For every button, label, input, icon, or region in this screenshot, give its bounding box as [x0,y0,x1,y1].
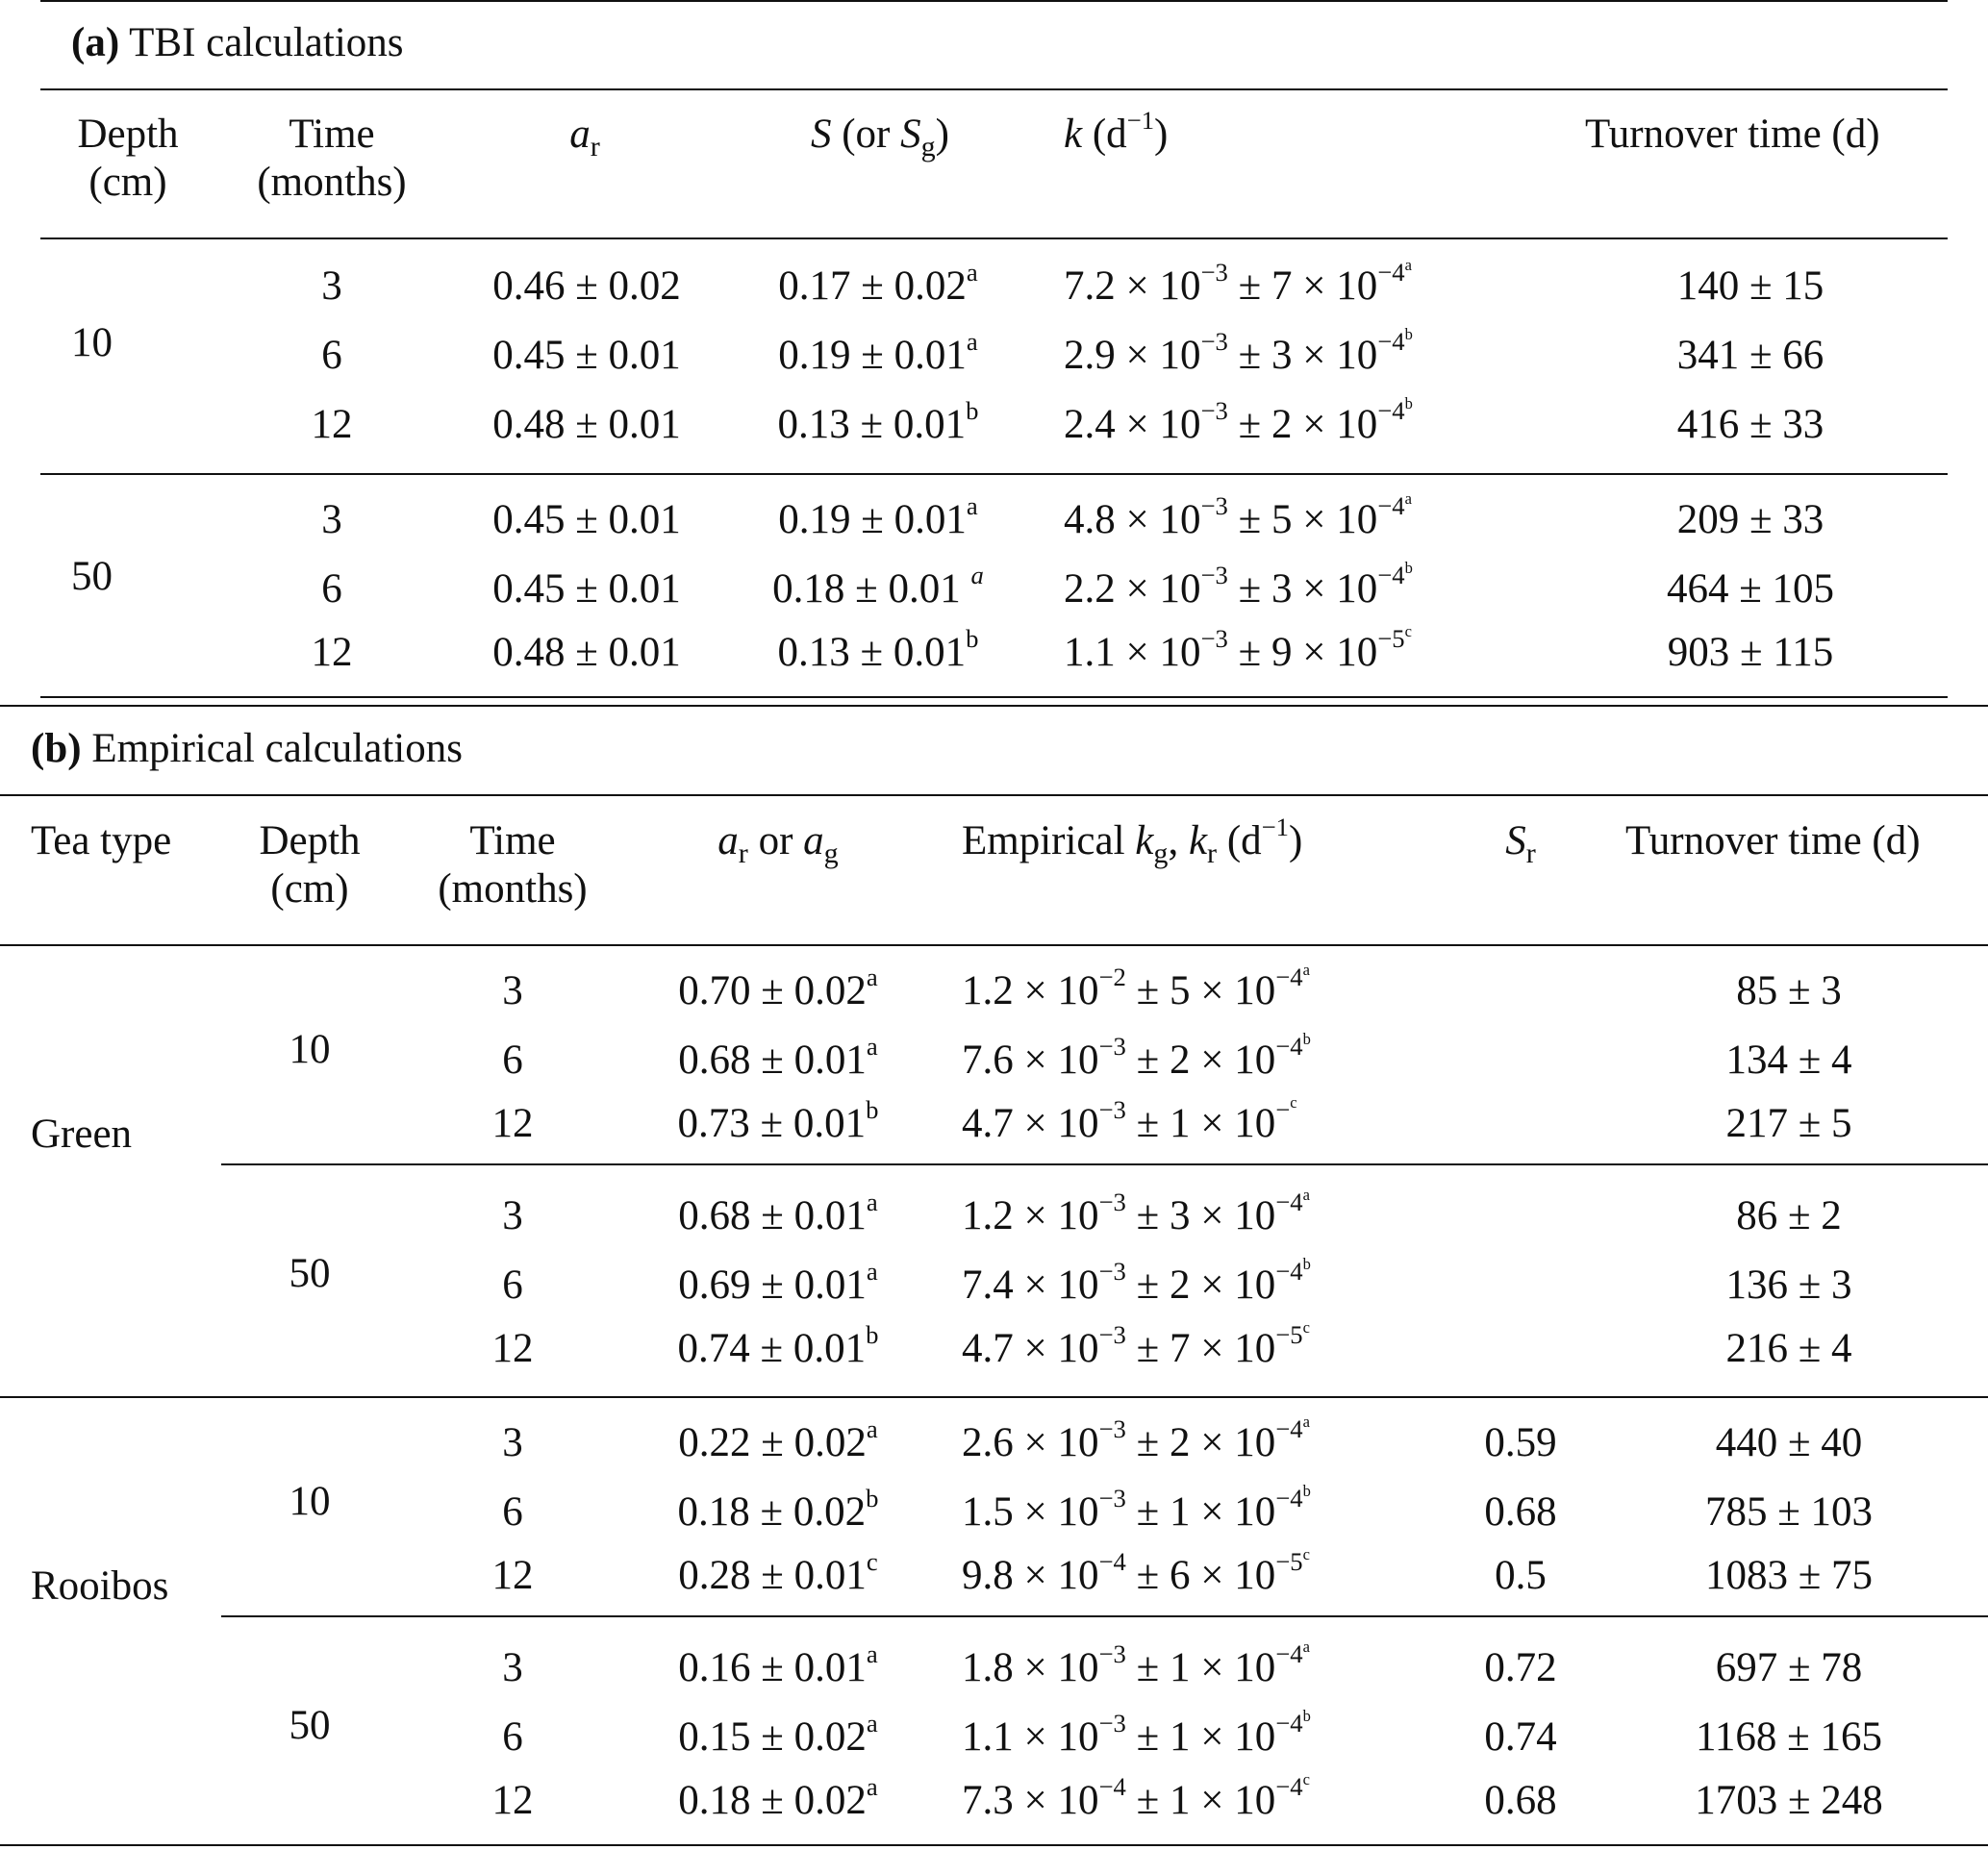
k-cell: $7.2 \times 10^{-3} \pm 7 \times 10^{-4^a}$ [1064,255,1412,309]
k-cell: $7.6 \times 10^{-3} \pm 2 \times 10^{-4^b}$ [962,1029,1311,1083]
k-cell: $4.7 \times 10^{-3} \pm 1 \times 10^{-^c}$ [962,1092,1297,1146]
time-cell: 3 [502,968,523,1013]
a-cell: 0.16 ± 0.01$^a$ [678,1639,878,1690]
a-cell: 0.18 ± 0.02$^a$ [678,1772,878,1823]
k-cell: $1.8 \times 10^{-3} \pm 1 \times 10^{-4^a}$ [962,1637,1310,1690]
turnover-cell: 85 ± 3 [1736,968,1842,1013]
k-cell: $1.1 \times 10^{-3} \pm 9 \times 10^{-5^c}$ [1064,621,1412,675]
ar-cell: 0.46 ± 0.02 [492,263,681,309]
rule-b-bottom [0,1844,1988,1846]
time-cell: 6 [502,1262,523,1308]
turnover-cell: 697 ± 78 [1715,1645,1863,1690]
k-cell: $1.2 \times 10^{-3} \pm 3 \times 10^{-4^a}$ [962,1185,1310,1238]
s-cell: 0.17 ± 0.02$^a$ [778,258,978,309]
time-cell: 3 [321,497,342,542]
s-cell: 0.13 ± 0.01$^b$ [777,396,979,447]
a-cell: 0.18 ± 0.02$^b$ [677,1484,879,1535]
time-cell: 6 [321,566,342,612]
k-cell: $2.4 \times 10^{-3} \pm 2 \times 10^{-4^b}$ [1064,393,1413,447]
tea-label: Rooibos [31,1563,169,1609]
col-header-turnover: Turnover time (d) [1625,818,1921,863]
ar-cell: 0.45 ± 0.01 [492,497,681,542]
rule-b-title [0,794,1988,796]
k-cell: $2.6 \times 10^{-3} \pm 2 \times 10^{-4^a}$ [962,1412,1310,1465]
turnover-cell: 217 ± 5 [1725,1101,1852,1146]
ar-cell: 0.48 ± 0.01 [492,402,681,447]
time-cell: 3 [502,1645,523,1690]
time-cell: 6 [321,333,342,378]
time-cell: 12 [491,1778,534,1823]
k-cell: $7.3 \times 10^{-4} \pm 1 \times 10^{-4^c}$ [962,1769,1310,1823]
depth-label: 50 [71,554,113,599]
depth-label: 50 [289,1251,331,1296]
time-cell: 3 [321,263,342,309]
sr-cell: 0.59 [1484,1420,1557,1465]
col-header-sr: $S_r$ [1505,818,1536,870]
turnover-cell: 209 ± 33 [1676,497,1824,542]
rule-a-header [40,238,1948,239]
sr-cell: 0.68 [1484,1778,1557,1823]
turnover-cell: 86 ± 2 [1736,1193,1842,1238]
a-cell: 0.68 ± 0.01$^a$ [678,1188,878,1238]
rule-a-bottom-1 [40,696,1948,698]
rule-b-tea [0,1396,1988,1398]
time-cell: 6 [502,1038,523,1083]
k-cell: $7.4 \times 10^{-3} \pm 2 \times 10^{-4^b}$ [962,1254,1311,1308]
ar-cell: 0.45 ± 0.01 [492,333,681,378]
turnover-cell: 1703 ± 248 [1695,1778,1883,1823]
a-cell: 0.69 ± 0.01$^a$ [678,1257,878,1308]
time-cell: 3 [502,1420,523,1465]
col-header-ar: $a_r$ [569,112,600,163]
col-header-k: k $(d^{-1})$ [1064,106,1169,157]
time-cell: 12 [491,1553,534,1598]
tea-label: Green [31,1112,133,1157]
turnover-cell: 464 ± 105 [1666,566,1835,612]
turnover-cell: 140 ± 15 [1676,263,1824,309]
sr-cell: 0.5 [1495,1553,1547,1598]
turnover-cell: 903 ± 115 [1667,630,1834,675]
k-cell: $9.8 \times 10^{-4} \pm 6 \times 10^{-5^c}$ [962,1544,1310,1598]
sr-cell: 0.72 [1484,1645,1557,1690]
a-cell: 0.28 ± 0.01$^c$ [678,1547,878,1598]
turnover-cell: 134 ± 4 [1725,1038,1852,1083]
time-cell: 12 [311,402,353,447]
s-cell: 0.19 ± 0.01$^a$ [778,491,978,542]
rule-b-green-depth [221,1163,1988,1165]
time-cell: 6 [502,1714,523,1760]
ar-cell: 0.45 ± 0.01 [492,566,681,612]
section-a-title: (a) TBI calculations [71,20,404,65]
time-cell: 6 [502,1489,523,1535]
rule-a-bottom-2 [0,705,1988,707]
s-cell: 0.13 ± 0.01$^b$ [777,624,979,675]
section-b-title: (b) Empirical calculations [31,726,463,771]
turnover-cell: 1168 ± 165 [1695,1714,1883,1760]
time-cell: 12 [311,630,353,675]
turnover-cell: 785 ± 103 [1704,1489,1874,1535]
k-cell: $4.7 \times 10^{-3} \pm 7 \times 10^{-5^c}$ [962,1317,1310,1371]
sr-cell: 0.68 [1484,1489,1557,1535]
turnover-cell: 416 ± 33 [1676,402,1824,447]
a-cell: 0.74 ± 0.01$^b$ [677,1320,879,1371]
col-header-depth: Depth (cm) [259,818,361,912]
s-cell: 0.19 ± 0.01$^a$ [778,327,978,378]
rule-a-group [40,473,1948,475]
col-header-tea: Tea type [31,818,172,863]
depth-label: 10 [289,1479,331,1524]
turnover-cell: 440 ± 40 [1715,1420,1863,1465]
turnover-cell: 216 ± 4 [1725,1326,1852,1371]
col-header-s: S (or $S_g$) [810,112,950,163]
k-cell: $4.8 \times 10^{-3} \pm 5 \times 10^{-4^a}$ [1064,488,1412,542]
a-cell: 0.73 ± 0.01$^b$ [677,1095,879,1146]
k-cell: $1.1 \times 10^{-3} \pm 1 \times 10^{-4^b}$ [962,1706,1311,1760]
depth-label: 10 [289,1027,331,1072]
depth-label: 50 [289,1703,331,1748]
k-cell: $1.5 \times 10^{-3} \pm 1 \times 10^{-4^b}$ [962,1481,1311,1535]
k-cell: $1.2 \times 10^{-2} \pm 5 \times 10^{-4^a}$ [962,960,1310,1013]
col-header-turnover: Turnover time (d) [1585,112,1880,157]
depth-label: 10 [71,320,113,365]
col-header-time: Time (months) [257,112,407,205]
k-cell: $2.2 \times 10^{-3} \pm 3 \times 10^{-4^b}$ [1064,558,1413,612]
a-cell: 0.70 ± 0.02$^a$ [678,962,878,1013]
col-header-time: Time (months) [438,818,588,912]
col-header-a: $a_r$ or $a_g$ [717,818,839,870]
a-cell: 0.15 ± 0.02$^a$ [678,1709,878,1760]
col-header-depth: Depth (cm) [77,112,179,205]
sr-cell: 0.74 [1484,1714,1557,1760]
a-cell: 0.22 ± 0.02$^a$ [678,1414,878,1465]
turnover-cell: 136 ± 3 [1725,1262,1852,1308]
a-cell: 0.68 ± 0.01$^a$ [678,1032,878,1083]
rule-a-title [40,88,1948,90]
time-cell: 12 [491,1326,534,1371]
rule-b-header [0,944,1988,946]
s-cell: 0.18 ± 0.01 $^a$ [772,561,984,612]
turnover-cell: 1083 ± 75 [1704,1553,1874,1598]
time-cell: 3 [502,1193,523,1238]
col-header-k: Empirical $k_g$, $k_r$ $(d^{-1})$ [962,812,1303,870]
rule-top-a [40,0,1948,2]
ar-cell: 0.48 ± 0.01 [492,630,681,675]
time-cell: 12 [491,1101,534,1146]
turnover-cell: 341 ± 66 [1676,333,1824,378]
k-cell: $2.9 \times 10^{-3} \pm 3 \times 10^{-4^b}$ [1064,324,1413,378]
rule-b-rooibos-depth [221,1615,1988,1617]
